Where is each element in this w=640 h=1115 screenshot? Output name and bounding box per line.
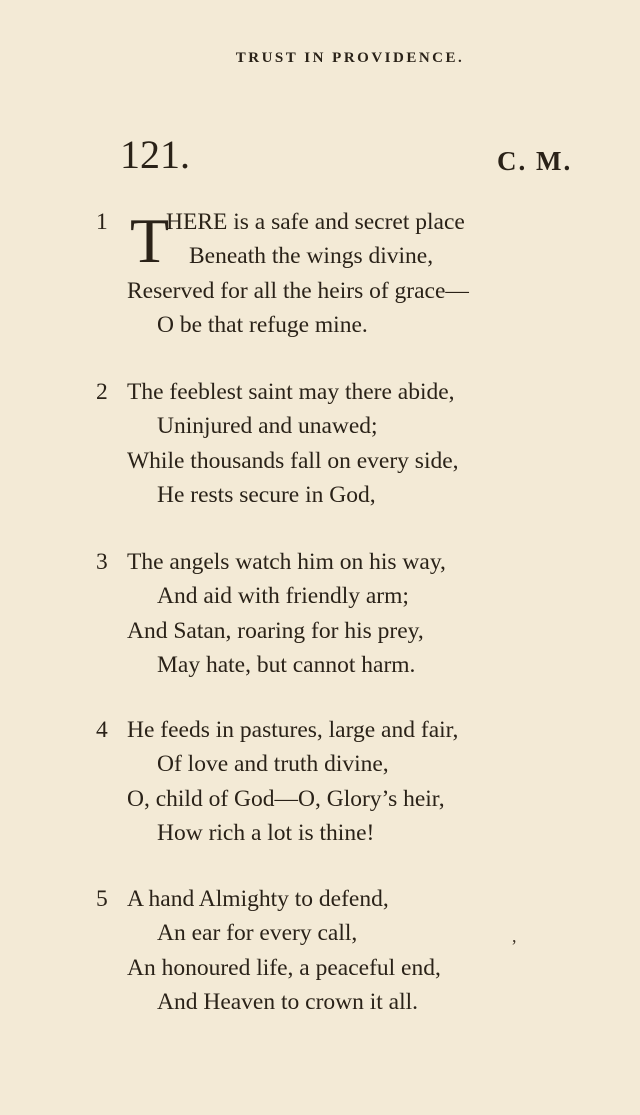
verse-line: Uninjured and unawed; xyxy=(157,413,378,439)
verse-line: How rich a lot is thine! xyxy=(157,820,375,846)
verse-line: The angels watch him on his way, xyxy=(127,549,446,575)
verse-line: HERE is a safe and secret place xyxy=(166,209,465,235)
stray-comma-mark: , xyxy=(512,926,517,946)
verse-line: Reserved for all the heirs of grace— xyxy=(127,278,469,304)
verse-line: And aid with friendly arm; xyxy=(157,583,409,609)
stanza-number: 1 xyxy=(96,209,108,235)
stanza-number: 5 xyxy=(96,886,108,912)
stanza-number: 4 xyxy=(96,717,108,743)
verse-line: While thousands fall on every side, xyxy=(127,448,459,474)
stanza-number: 3 xyxy=(96,549,108,575)
verse-line: O be that refuge mine. xyxy=(157,312,368,338)
verse-line: An honoured life, a peaceful end, xyxy=(127,955,441,981)
verse-line: O, child of God—O, Glory’s heir, xyxy=(127,786,445,812)
verse-line: Of love and truth divine, xyxy=(157,751,389,777)
verse-line: Beneath the wings divine, xyxy=(189,243,434,269)
verse-line: May hate, but cannot harm. xyxy=(157,652,416,678)
verse-line: He feeds in pastures, large and fair, xyxy=(127,717,459,743)
verse-line: He rests secure in God, xyxy=(157,482,376,508)
stanza-number: 2 xyxy=(96,379,108,405)
verse-line: An ear for every call, xyxy=(157,920,358,946)
verse-line: The feeblest saint may there abide, xyxy=(127,379,455,405)
running-head: TRUST IN PROVIDENCE. xyxy=(235,50,465,66)
verse-line: A hand Almighty to defend, xyxy=(127,886,389,912)
verse-line: And Satan, roaring for his prey, xyxy=(127,618,424,644)
drop-cap: T xyxy=(130,205,170,276)
hymn-meter: C. M. xyxy=(497,146,573,176)
verse-line: And Heaven to crown it all. xyxy=(157,989,419,1015)
hymn-number: 121. xyxy=(120,132,190,177)
